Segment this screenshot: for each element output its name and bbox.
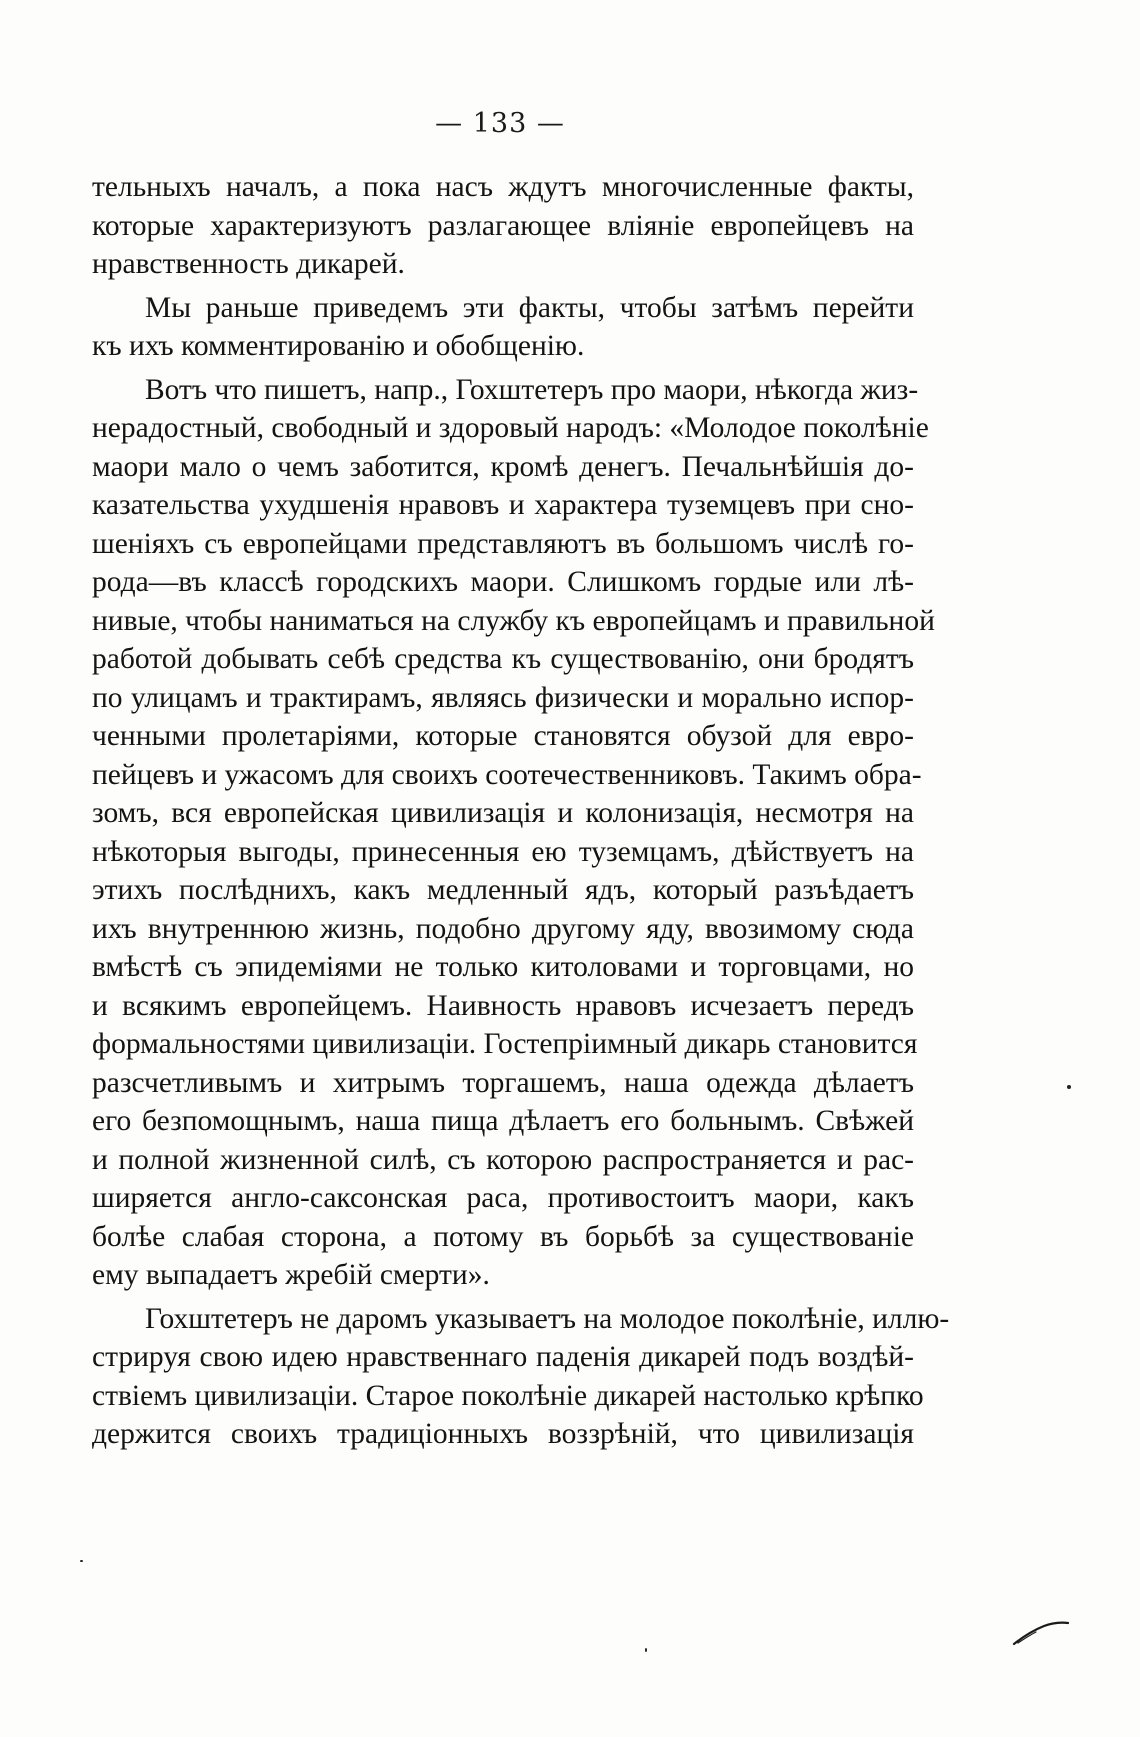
page-number: — 133 —: [435, 108, 565, 139]
text-line: нравственность дикарей.: [92, 248, 405, 280]
text-line: къ ихъ комментированію и обобщенію.: [92, 330, 585, 362]
scan-speck: [645, 1648, 647, 1652]
paragraph: [92, 168, 914, 284]
text-line: и полной жизненной силѣ, съ которою распространяется и рас-: [92, 1143, 914, 1176]
text-line: ченными пролетаріями, которые становятся обузой для евро-: [92, 720, 914, 752]
scan-speck: [1067, 1085, 1071, 1089]
text-line: разсчетливымъ и хитрымъ торгашемъ, наша одежда дѣлаетъ: [92, 1066, 914, 1099]
text-line: нѣкоторыя выгоды, принесенныя ею туземцамъ, дѣйствуетъ на: [92, 835, 914, 868]
text-line: маори мало о чемъ заботится, кромѣ денегъ. Печальнѣйшія до-: [92, 450, 914, 483]
text-line: по улицамъ и трактирамъ, являясь физически и морально испор-: [92, 681, 914, 714]
text-line: болѣе слабая сторона, а потому въ борьбѣ за существованіе: [92, 1220, 914, 1253]
paragraph: [92, 1300, 950, 1454]
text-line: пейцевъ и ужасомъ для своихъ соотечественниковъ. Такимъ обра-: [92, 758, 922, 791]
text-line: ихъ внутреннюю жизнь, подобно другому яду, ввозимому сюда: [92, 912, 914, 945]
text-line: рода—въ классѣ городскихъ маори. Слишкомъ гордые или лѣ-: [92, 566, 914, 598]
text-line: ширяется англо-саксонская раса, противостоитъ маори, какъ: [92, 1182, 914, 1214]
paragraph: [92, 371, 935, 1295]
text-line: нивые, чтобы наниматься на службу къ европейцамъ и правильной: [92, 604, 935, 637]
text-line: формальностями цивилизаціи. Гостепріимный дикарь становится: [92, 1028, 918, 1060]
text-line: тельныхъ началъ, а пока насъ ждутъ многочисленные факты,: [92, 171, 914, 203]
text-line: шеніяхъ съ европейцами представляютъ въ большомъ числѣ го-: [92, 527, 914, 560]
text-line: зомъ, вся европейская цивилизація и колонизація, несмотря на: [92, 797, 914, 829]
text-line: и всякимъ европейцемъ. Наивность нравовъ исчезаетъ передъ: [92, 989, 914, 1022]
text-line: ствіемъ цивилизаціи. Старое поколѣніе дикарей настолько крѣпко: [92, 1379, 924, 1412]
text-line: Гохштетеръ не даромъ указываетъ на молодое поколѣніе, иллю-: [145, 1302, 950, 1335]
text-line: казательства ухудшенія нравовъ и характера туземцевъ при сно-: [92, 489, 914, 521]
text-line: нерадостный, свободный и здоровый народъ: «Молодое поколѣніе: [92, 412, 929, 444]
text-line: его безпомощнымъ, наша пища дѣлаетъ его больнымъ. Свѣжей: [92, 1105, 914, 1137]
pen-mark-icon: [1010, 1610, 1070, 1650]
text-line: Вотъ что пишетъ, напр., Гохштетеръ про маори, нѣкогда жиз-: [145, 373, 919, 406]
text-line: работой добывать себѣ средства къ существованію, они бродятъ: [92, 643, 914, 675]
scan-speck: [80, 1560, 83, 1562]
text-line: ему выпадаетъ жребій смерти».: [92, 1259, 490, 1291]
text-line: которые характеризуютъ разлагающее вліяніе европейцевъ на: [92, 209, 914, 242]
paragraph: [92, 289, 914, 366]
text-line: держится своихъ традиціонныхъ воззрѣній, что цивилизація: [92, 1418, 914, 1450]
text-line: Мы раньше приведемъ эти факты, чтобы затѣмъ перейти: [145, 291, 914, 324]
text-line: стрируя свою идею нравственнаго паденія дикарей подъ воздѣй-: [92, 1341, 914, 1373]
body-text: [92, 168, 950, 1454]
text-line: вмѣстѣ съ эпидеміями не только китоловами и торговцами, но: [92, 951, 914, 983]
text-line: этихъ послѣднихъ, какъ медленный ядъ, который разъѣдаетъ: [92, 874, 914, 906]
